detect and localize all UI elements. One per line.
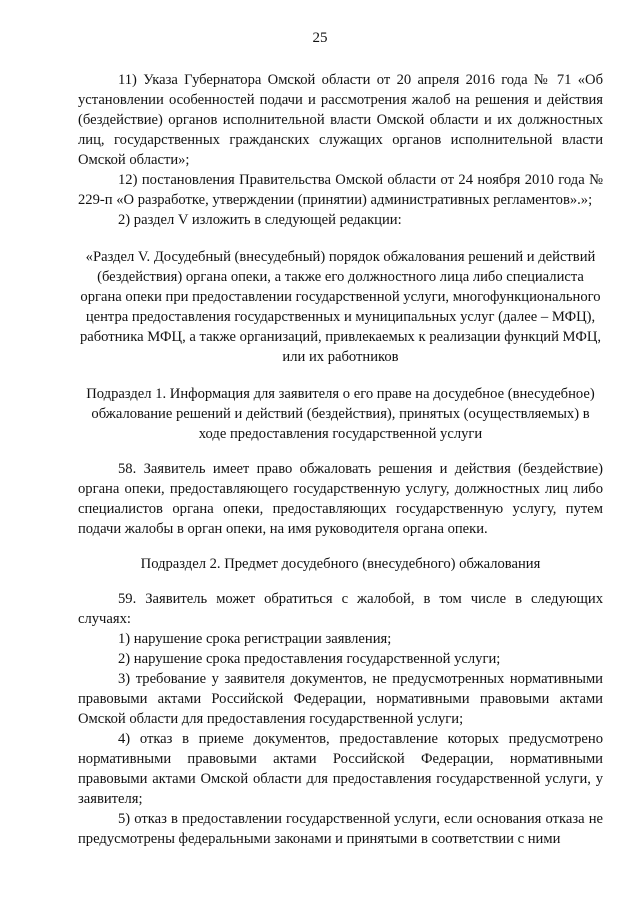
list-item: 4) отказ в приеме документов, предоставление которых предусмотрено нормативными правовыми актами Российской Федерации, нормативными правовыми актами Омской области для предоставления государственной услуги, у заявителя; xyxy=(78,731,603,807)
list-item: 5) отказ в предоставлении государственной услуги, если основания отказа не предусмотрены федеральными законами и принятыми в соответствии с ними xyxy=(78,811,603,847)
paragraph: 12) постановления Правительства Омской области от 24 ноября 2010 года № 229-п «О разработке, утверждении (принятии) административных регламентов».»; xyxy=(78,172,603,208)
paragraph: 11) Указа Губернатора Омской области от 20 апреля 2016 года № 71 «Об установлении особенностей подачи и рассмотрения жалоб на решения и действия (бездействие) органов исполнительной власти Омской области и их должностных лиц, государственных гражданских служащих органов исполнительной власти Омской области»; xyxy=(78,72,603,168)
list-item: 2) нарушение срока предоставления государственной услуги; xyxy=(118,651,501,667)
paragraph: 2) раздел V изложить в следующей редакции: xyxy=(118,212,402,228)
spacer xyxy=(78,230,603,247)
subsection-title: Подраздел 2. Предмет досудебного (внесудебного) обжалования xyxy=(140,556,541,572)
paragraph-item-58: 58. Заявитель имеет право обжаловать решения и действия (бездействие) органа опеки, предоставляющего государственную услугу, должностных лиц либо специалистов органа опеки, предоставляющих государственную услугу, путем подачи жалобы в орган опеки, на имя руководителя органа опеки. xyxy=(78,461,603,537)
paragraph-item-59: 59. Заявитель может обратиться с жалобой, в том числе в следующих случаях: xyxy=(78,591,603,627)
spacer xyxy=(78,444,603,459)
document-body xyxy=(78,70,603,849)
spacer xyxy=(78,539,603,554)
spacer xyxy=(78,574,603,589)
list-item: 1) нарушение срока регистрации заявления; xyxy=(118,631,392,647)
list-item: 3) требование у заявителя документов, не предусмотренных нормативными правовыми актами Российской Федерации, нормативными правовыми актами Омской области для предоставления государственной услуги; xyxy=(78,671,603,727)
subsection-title: Подраздел 1. Информация для заявителя о его праве на досудебное (внесудебное) обжалование решений и действий (бездействия), принятых (осуществляемых) в ходе предоставления государственной услуги xyxy=(86,386,595,442)
section-title: «Раздел V. Досудебный (внесудебный) порядок обжалования решений и действий (бездействия) органа опеки, а также его должностного лица либо специалиста органа опеки при предоставлении государственной услуги, многофункционального центра предоставления государственных и муниципальных услуг (далее – МФЦ), работника МФЦ, а также организаций, привлекаемых к реализации функций МФЦ, или их работников xyxy=(79,249,602,365)
spacer xyxy=(78,367,603,384)
page-number: 25 xyxy=(312,30,328,46)
